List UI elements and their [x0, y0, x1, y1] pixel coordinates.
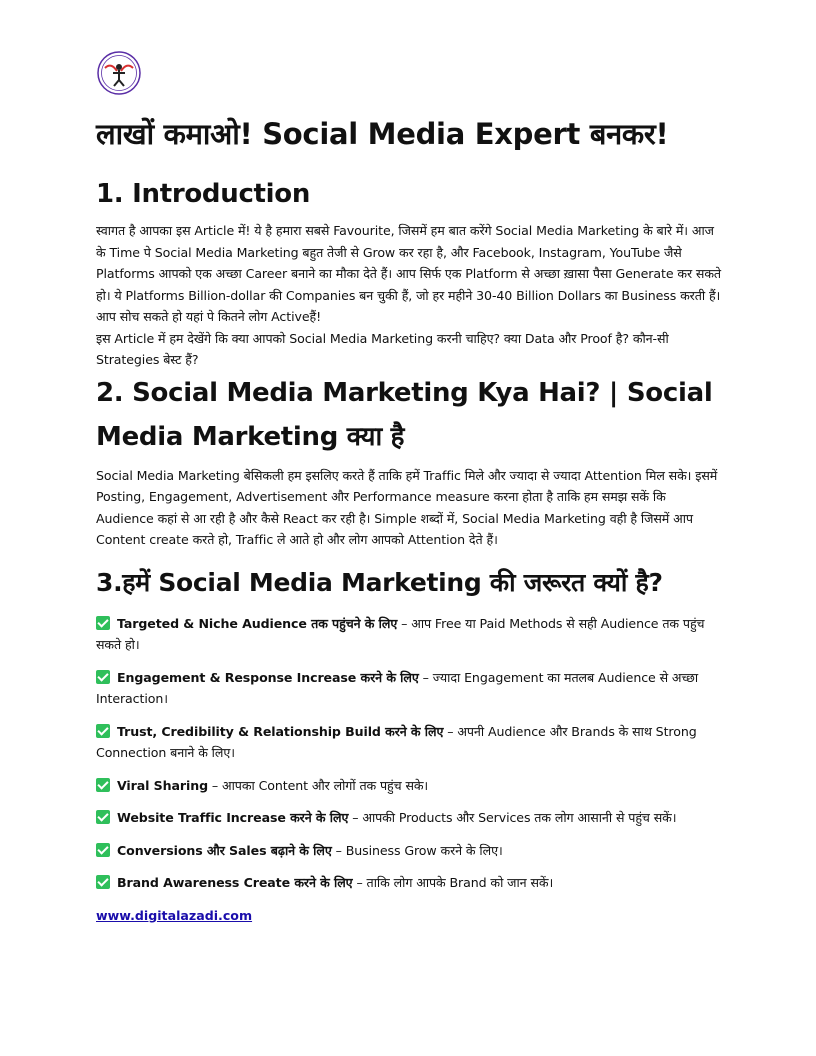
list-item-text: – ज्यादा Engagement का मतलब Audience से अच्छा Interaction।: [96, 669, 699, 706]
intro-paragraph-1: स्वागत है आपका इस Article में! ये है हमारा सबसे Favourite, जिसमें हम बात करेंगे Social Media Marketing के बारे में। आज के Time पे Social Media Marketing बहुत तेजी से Grow कर रहा है, और Facebook, Instagram, YouTube जैसे Platforms आपको एक अच्छा Career बनाने का मौका देते हैं। आप सिर्फ एक Platform से अच्छा ख़ासा पैसा Generate कर सकते हो। ये Platforms Billion-dollar की Companies बन चुकी हैं, जो हर महीने 30-40 Billion Dollars का Business करती हैं। आप सोच सकते हो यहां पे कितने लोग Activeहैं!: [96, 223, 721, 324]
page-title: लाखों कमाओ! Social Media Expert बनकर!: [96, 117, 669, 151]
footer-website-link[interactable]: www.digitalazadi.com: [96, 907, 253, 923]
list-item-text: – ताकि लोग आपके Brand को जान सकें।: [352, 875, 554, 890]
list-item-bold: Brand Awareness Create करने के लिए: [117, 875, 353, 890]
list-item: [96, 775, 724, 797]
list-item-bold: Website Traffic Increase करने के लिए: [117, 810, 349, 825]
list-item-bold: Viral Sharing: [117, 777, 208, 793]
check-mark-icon: [96, 843, 110, 857]
list-item: [96, 667, 724, 710]
check-mark-icon: [96, 670, 110, 684]
smm-paragraph: Social Media Marketing बेसिकली हम इसलिए करते हैं ताकि हमें Traffic मिले और ज्यादा से ज्यादा Attention मिल सके। इसमें Posting, Engagement, Advertisement और Performance measure करना होता है ताकि हम समझ सकें कि Audience कहां से आ रही है और कैसे React कर रही है। Simple शब्दों में, Social Media Marketing वही है जिसमें आप Content create करते हो, Traffic ले आते हो और लोग आपको Attention देते हैं।: [96, 467, 718, 547]
document-content: [96, 108, 724, 924]
check-mark-icon: [96, 724, 110, 738]
check-mark-icon: [96, 810, 110, 824]
list-item-bold: Targeted & Niche Audience तक पहुंचने के लिए: [117, 615, 398, 631]
check-mark-icon: [96, 875, 110, 889]
list-item: [96, 613, 724, 656]
logo-emblem-icon: [96, 50, 142, 96]
intro-paragraph-2: इस Article में हम देखेंगे कि क्या आपको Social Media Marketing करनी चाहिए? क्या Data और Proof है? कौन-सी Strategies बेस्ट हैं?: [96, 330, 669, 367]
list-item-text: – आप Free या Paid Methods से सही Audience तक पहुंच सकते हो।: [96, 615, 705, 652]
list-item: [96, 807, 724, 829]
list-item-text: – आपका Content और लोगों तक पहुंच सके।: [208, 777, 429, 793]
list-item: [96, 840, 724, 862]
section-heading-what-is-smm: 2. Social Media Marketing Kya Hai? | Social Media Marketing क्या है: [96, 377, 713, 452]
section-heading-why-smm: 3.हमें Social Media Marketing की जरूरत क्यों है?: [96, 567, 663, 597]
list-item-text: – आपकी Products और Services तक लोग आसानी से पहुंच सकें।: [348, 810, 677, 825]
list-item: [96, 872, 724, 894]
list-item-bold: Engagement & Response Increase करने के लिए: [117, 669, 419, 685]
list-item-bold: Trust, Credibility & Relationship Build करने के लिए: [117, 723, 444, 739]
list-item-text: – अपनी Audience और Brands के साथ Strong Connection बनाने के लिए।: [96, 723, 697, 760]
check-mark-icon: [96, 778, 110, 792]
section-heading-introduction: 1. Introduction: [96, 179, 311, 209]
list-item: [96, 721, 724, 764]
list-item-bold: Conversions और Sales बढ़ाने के लिए: [117, 842, 332, 858]
benefits-list: [96, 613, 724, 894]
list-item-text: – Business Grow करने के लिए।: [331, 842, 503, 858]
check-mark-icon: [96, 616, 110, 630]
